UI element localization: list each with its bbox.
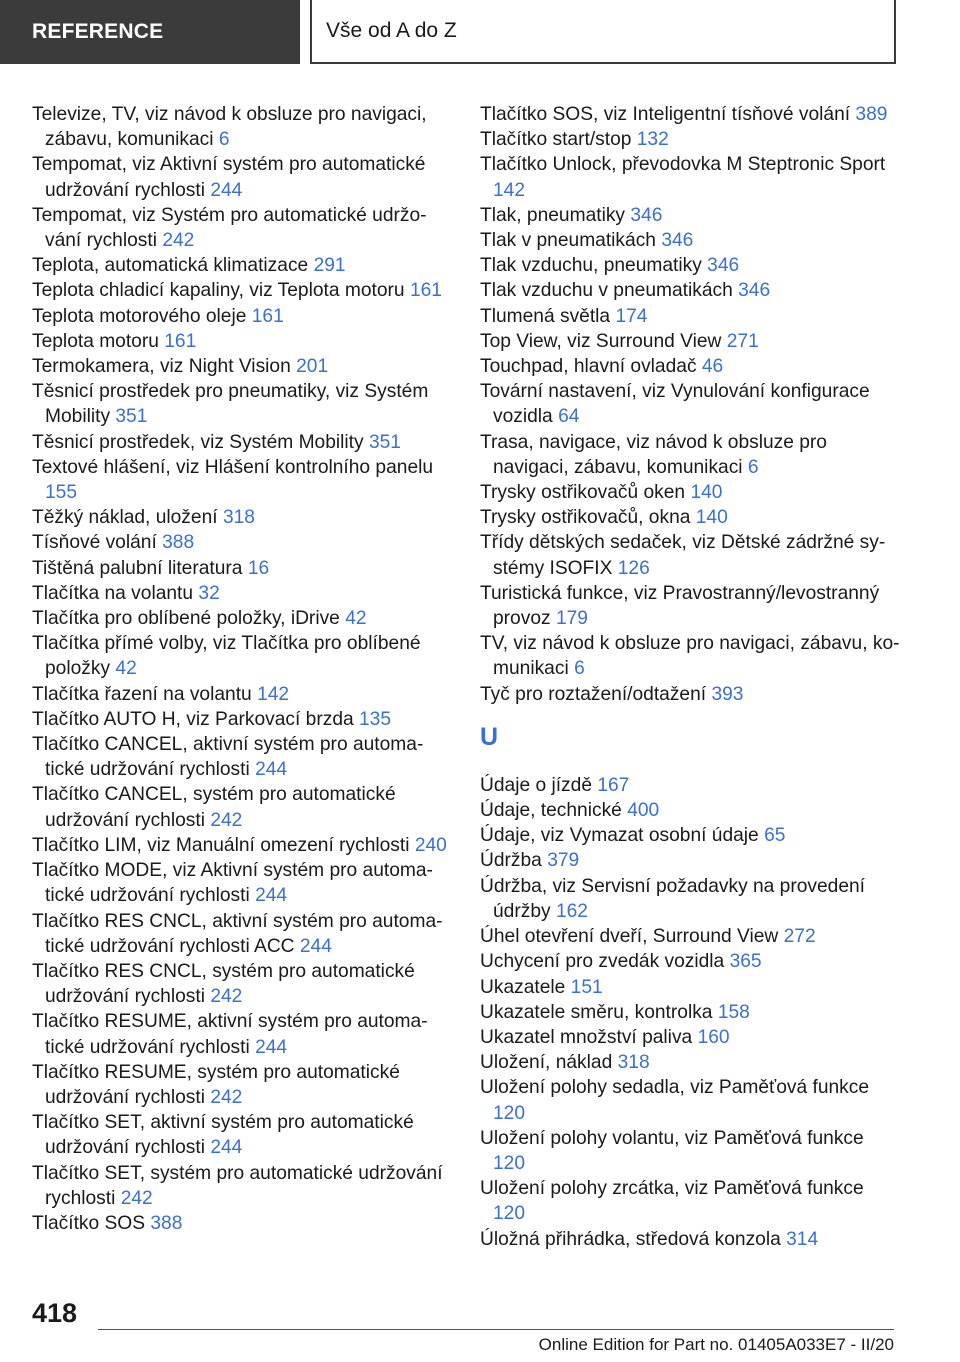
index-entry	[480, 1050, 900, 1075]
index-entry	[32, 505, 450, 530]
index-entry	[32, 682, 450, 707]
index-entry	[480, 102, 900, 127]
page-reference-link[interactable]: 244	[255, 885, 288, 907]
index-entry-text: Tlačítko SET, systém pro automatické udržování rychlosti	[32, 1162, 443, 1209]
index-entry	[480, 379, 900, 429]
index-entry-text: Tlačítka na volantu	[32, 582, 194, 604]
page-reference-link[interactable]: 351	[115, 406, 148, 428]
page-reference-link[interactable]: 242	[210, 1086, 243, 1108]
index-entry-text: Televize, TV, viz návod k obsluze pro navigaci, zábavu, komunikaci	[32, 104, 427, 151]
page-reference-link[interactable]: 242	[210, 809, 243, 831]
page-reference-link[interactable]: 318	[222, 507, 255, 529]
index-entry	[480, 354, 900, 379]
page-reference-link[interactable]: 400	[627, 800, 660, 822]
index-entry-text: Tlačítko RESUME, aktivní systém pro automatické udržování rychlosti	[32, 1011, 428, 1058]
index-entry	[480, 823, 900, 848]
index-entry-text: Tempomat, viz Aktivní systém pro automatické udržování rychlosti	[32, 154, 426, 201]
index-entry-text: Úhel otevření dveří, Surround View	[480, 926, 779, 948]
index-entry-text: Trasa, navigace, viz návod k obsluze pro navigaci, zábavu, komunikaci	[480, 431, 827, 478]
page-reference-link[interactable]: 244	[255, 759, 288, 781]
index-entry	[32, 530, 450, 555]
index-entry	[480, 127, 900, 152]
index-entry-text: Tovární nastavení, viz Vynulování konfigurace vozidla	[480, 381, 870, 428]
index-entry-text: Termokamera, viz Night Vision	[32, 356, 291, 378]
index-entry	[32, 707, 450, 732]
index-entry-text: Trysky ostřikovačů oken	[480, 482, 686, 504]
index-entry-text: Uložení polohy zrcátka, viz Paměťová funkce	[480, 1178, 864, 1200]
index-entry-text: Uložení polohy sedadla, viz Paměťová funkce	[480, 1077, 870, 1099]
section-tab	[0, 0, 300, 64]
index-entry-text: Textové hlášení, viz Hlášení kontrolního panelu	[32, 456, 434, 478]
index-entry	[32, 152, 450, 202]
index-entry	[480, 228, 900, 253]
index-entry	[32, 732, 450, 782]
index-entry	[480, 1075, 900, 1125]
index-entry-text: Údržba	[480, 850, 542, 872]
page-reference-link[interactable]: 174	[615, 305, 648, 327]
index-entry	[480, 1126, 900, 1176]
index-entry-text: Tlačítko RES CNCL, systém pro automatické udržování rychlosti	[32, 960, 415, 1008]
index-entry	[480, 848, 900, 873]
page-reference-link[interactable]: 161	[251, 305, 284, 327]
index-entry	[480, 1025, 900, 1050]
index-entry-text: Ukazatele	[480, 976, 566, 998]
index-letter-heading: U	[480, 722, 499, 751]
chapter-title: Vše od A do Z	[326, 19, 457, 42]
page-reference-link[interactable]: 244	[255, 1036, 288, 1058]
page-reference-link[interactable]: 242	[210, 986, 243, 1008]
index-entry-text: Tištěná palubní literatura	[32, 557, 243, 579]
page-reference-link[interactable]: 161	[164, 330, 197, 352]
index-entry	[480, 975, 900, 1000]
index-group-u	[480, 773, 900, 1252]
index-entry	[32, 253, 450, 278]
index-entry	[480, 505, 900, 530]
index-entry-text: Teplota motorového oleje	[32, 305, 247, 327]
page-reference-link[interactable]: 32	[198, 582, 220, 604]
index-entry-text: Úložná přihrádka, středová konzola	[480, 1228, 781, 1250]
index-entry	[32, 606, 450, 631]
page-reference-link[interactable]: 346	[738, 280, 771, 302]
footer-divider	[98, 1329, 894, 1330]
index-entry-text: Ukazatele směru, kontrolka	[480, 1001, 713, 1023]
index-entry	[32, 556, 450, 581]
index-entry	[32, 430, 450, 455]
page-reference-link[interactable]: 351	[368, 431, 401, 453]
index-entry-text: Tlačítko CANCEL, systém pro automatické udržování rychlosti	[32, 784, 396, 831]
page-reference-link[interactable]: 132	[636, 129, 669, 151]
index-entry-text: Uchycení pro zvedák vozidla	[480, 951, 725, 973]
index-entry-text: Údaje, viz Vymazat osobní údaje	[480, 825, 759, 847]
index-entry-text: Ukazatel množství paliva	[480, 1026, 693, 1048]
index-entry	[480, 329, 900, 354]
index-entry-text: Tlačítko Unlock, převodovka M Steptronic Sport	[480, 154, 886, 176]
page-reference-link[interactable]: 201	[296, 356, 329, 378]
index-entry	[480, 631, 900, 681]
index-entry	[32, 858, 450, 908]
index-entry	[32, 959, 450, 1009]
page-reference-link[interactable]: 162	[555, 900, 588, 922]
page-reference-link[interactable]: 120	[493, 1203, 526, 1225]
index-entry-text: Teplota, automatická klimatizace	[32, 255, 309, 277]
index-entry-text: Touchpad, hlavní ovladač	[480, 356, 697, 378]
page-reference-link[interactable]: 65	[764, 825, 786, 847]
index-entry	[32, 1009, 450, 1059]
page-reference-link[interactable]: 140	[690, 482, 723, 504]
index-entry-text: Teplota chladicí kapaliny, viz Teplota motoru	[32, 280, 405, 302]
index-entry	[32, 782, 450, 832]
page-reference-link[interactable]: 346	[661, 230, 694, 252]
index-entry-text: Tísňové volání	[32, 532, 157, 554]
index-entry	[480, 874, 900, 924]
index-entry	[480, 203, 900, 228]
index-entry-text: Tempomat, viz Systém pro automatické udržování rychlosti	[32, 204, 427, 252]
page-reference-link[interactable]: 160	[697, 1026, 730, 1048]
index-entry-text: Turistická funkce, viz Pravostranný/levostranný provoz	[480, 582, 880, 630]
index-entry-text: Tlumená světla	[480, 305, 611, 327]
page-header	[0, 0, 960, 66]
page-reference-link[interactable]: 242	[120, 1187, 153, 1209]
page-reference-link[interactable]: 42	[345, 608, 367, 630]
index-entry	[480, 304, 900, 329]
index-entry-text: Tlačítko LIM, viz Manuální omezení rychlosti	[32, 834, 410, 856]
page-reference-link[interactable]: 271	[726, 330, 759, 352]
page-reference-link[interactable]: 6	[218, 129, 230, 151]
index-entry	[32, 1060, 450, 1110]
page-reference-link[interactable]: 179	[555, 608, 588, 630]
index-group-t	[480, 102, 900, 707]
index-entry	[480, 581, 900, 631]
index-entry	[32, 1211, 450, 1236]
index-entry	[32, 203, 450, 253]
index-entry-text: Trysky ostřikovačů, okna	[480, 507, 691, 529]
page-reference-link[interactable]: 167	[597, 774, 630, 796]
page-reference-link[interactable]: 379	[547, 850, 580, 872]
index-entry-text: TV, viz návod k obsluze pro navigaci, zábavu, komunikaci	[480, 633, 900, 680]
index-entry-text: Tlačítko MODE, viz Aktivní systém pro automatické udržování rychlosti	[32, 860, 433, 907]
page-reference-link[interactable]: 64	[558, 406, 580, 428]
index-entry-text: Uložení polohy volantu, viz Paměťová funkce	[480, 1127, 864, 1149]
page-reference-link[interactable]: 346	[707, 255, 740, 277]
page-reference-link[interactable]: 142	[493, 179, 526, 201]
index-entry-text: Tlak v pneumatikách	[480, 230, 656, 252]
index-entry-text: Tlačítko SET, aktivní systém pro automatické udržování rychlosti	[32, 1112, 414, 1159]
edition-note: Online Edition for Part no. 01405A033E7 - II/20	[538, 1335, 894, 1354]
page-reference-link[interactable]: 242	[162, 230, 195, 252]
page-reference-link[interactable]: 6	[747, 456, 759, 478]
index-entry-text: Třídy dětských sedaček, viz Dětské zádržné systémy ISOFIX	[480, 532, 886, 579]
index-entry-text: Tlak vzduchu, pneumatiky	[480, 255, 702, 277]
page-reference-link[interactable]: 151	[570, 976, 603, 998]
page-reference-link[interactable]: 120	[493, 1152, 526, 1174]
index-entry	[480, 773, 900, 798]
page-reference-link[interactable]: 240	[414, 834, 447, 856]
index-entry-text: Tlačítka přímé volby, viz Tlačítka pro oblíbené položky	[32, 633, 421, 680]
page-reference-link[interactable]: 140	[695, 507, 728, 529]
section-title: REFERENCE	[32, 20, 164, 43]
index-entry	[32, 278, 450, 303]
index-entry	[32, 581, 450, 606]
index-entry	[480, 530, 900, 580]
index-entry	[480, 278, 900, 303]
index-entry-text: Těsnicí prostředek, viz Systém Mobility	[32, 431, 364, 453]
index-entry-text: Tlačítka řazení na volantu	[32, 683, 252, 705]
page-reference-link[interactable]: 135	[359, 708, 392, 730]
page-reference-link[interactable]: 291	[313, 255, 346, 277]
index-entry	[480, 1000, 900, 1025]
index-entry-text: Tlačítko CANCEL, aktivní systém pro automatické udržování rychlosti	[32, 734, 424, 781]
page-reference-link[interactable]: 161	[409, 280, 442, 302]
index-entry	[480, 480, 900, 505]
index-entry	[480, 924, 900, 949]
index-entry	[32, 909, 450, 959]
index-entry-text: Top View, viz Surround View	[480, 330, 722, 352]
index-entry	[480, 949, 900, 974]
index-entry	[32, 631, 450, 681]
index-entry-text: Těsnicí prostředek pro pneumatiky, viz Systém Mobility	[32, 381, 429, 428]
index-entry-text: Teplota motoru	[32, 330, 159, 352]
index-entry	[480, 152, 900, 202]
index-entry-text: Tlak vzduchu v pneumatikách	[480, 280, 733, 302]
page-reference-link[interactable]: 272	[783, 926, 816, 948]
page-reference-link[interactable]: 314	[786, 1228, 819, 1250]
page-reference-link[interactable]: 6	[574, 658, 585, 680]
page-reference-link[interactable]: 244	[299, 935, 332, 957]
index-entry-text: Údaje, technické	[480, 800, 622, 822]
index-entry-text: Tlak, pneumatiky	[480, 204, 626, 226]
index-entry-text: Tlačítka pro oblíbené položky, iDrive	[32, 608, 340, 630]
chapter-tab	[310, 0, 896, 64]
index-entry-text: Údaje o jízdě	[480, 774, 592, 796]
page-reference-link[interactable]: 318	[617, 1052, 650, 1074]
page-reference-link[interactable]: 142	[257, 683, 290, 705]
page-reference-link[interactable]: 126	[617, 557, 650, 579]
index-entry-text: Tlačítko start/stop	[480, 129, 632, 151]
index-entry-text: Tlačítko SOS	[32, 1212, 146, 1234]
page-reference-link[interactable]: 388	[162, 532, 195, 554]
index-entry	[32, 102, 450, 152]
index-entry-text: Údržba, viz Servisní požadavky na provedení údržby	[480, 875, 866, 922]
index-entry-text: Tyč pro roztažení/odtažení	[480, 683, 707, 705]
index-entry	[32, 354, 450, 379]
index-entry	[480, 1227, 900, 1252]
index-entry	[480, 253, 900, 278]
index-entry	[480, 430, 900, 480]
page-reference-link[interactable]: 16	[247, 557, 270, 579]
page-reference-link[interactable]: 346	[630, 204, 663, 226]
index-entry	[480, 798, 900, 823]
index-entry-text: Tlačítko RES CNCL, aktivní systém pro automatické udržování rychlosti ACC	[32, 910, 443, 957]
page-reference-link[interactable]: 244	[210, 1137, 243, 1159]
index-entry-text: Tlačítko RESUME, systém pro automatické udržování rychlosti	[32, 1061, 400, 1108]
index-entry-text: Tlačítko SOS, viz Inteligentní tísňové volání	[480, 104, 851, 125]
page-reference-link[interactable]: 42	[115, 658, 137, 680]
page-reference-link[interactable]: 389	[855, 104, 888, 125]
page-reference-link[interactable]: 393	[711, 683, 744, 705]
page-reference-link[interactable]: 46	[701, 356, 724, 378]
index-entry	[32, 1161, 450, 1211]
page-reference-link[interactable]: 244	[210, 179, 243, 201]
index-column-right	[480, 102, 900, 1252]
index-entry	[32, 833, 450, 858]
index-entry	[480, 682, 900, 707]
page-reference-link[interactable]: 365	[729, 951, 762, 973]
page-number: 418	[32, 1298, 78, 1328]
index-entry-text: Tlačítko AUTO H, viz Parkovací brzda	[32, 708, 354, 730]
index-entry	[32, 379, 450, 429]
page-reference-link[interactable]: 388	[150, 1212, 183, 1234]
page-reference-link[interactable]: 120	[493, 1102, 526, 1124]
index-entry	[32, 304, 450, 329]
index-entry	[32, 455, 450, 505]
index-column-left	[32, 102, 450, 1236]
index-entry-text: Těžký náklad, uložení	[32, 507, 218, 529]
index-entry	[480, 1176, 900, 1226]
page-reference-link[interactable]: 155	[45, 482, 78, 504]
page-reference-link[interactable]: 158	[717, 1001, 750, 1023]
index-entry	[32, 1110, 450, 1160]
index-entry	[32, 329, 450, 354]
index-entry-text: Uložení, náklad	[480, 1052, 613, 1074]
